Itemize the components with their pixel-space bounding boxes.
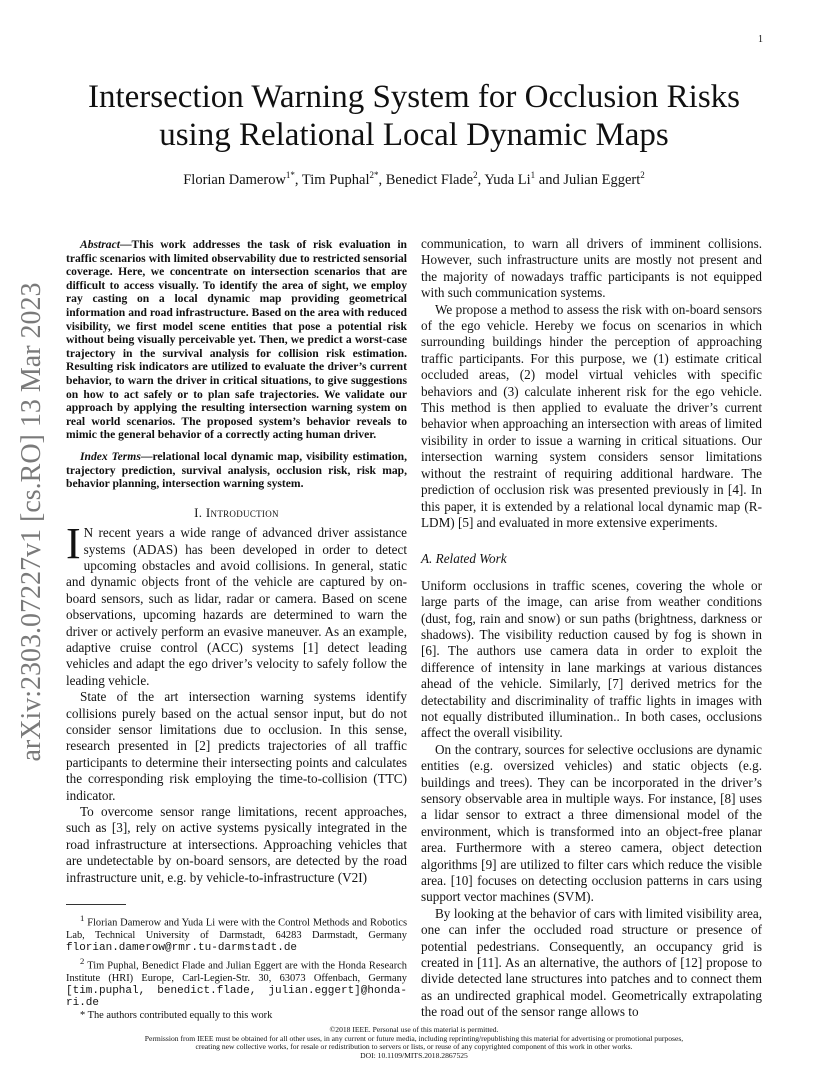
footnote-mark: 1 xyxy=(80,913,85,923)
author-separator: , xyxy=(294,171,302,188)
left-column xyxy=(66,238,407,886)
intro-paragraph: To overcome sensor range limitations, recent approaches, such as [3], rely on active systems pysically integrated in the road infrastructure at intersections. Approaching vehicles that are undetectable by on-board sensors, are detected by the road infrastructure unit, e.g. by vehicle-to-infrastructure (V2I) xyxy=(66,804,407,885)
footnote-mark: * xyxy=(80,1009,86,1021)
author-affiliation: 2* xyxy=(369,170,379,180)
copyright-line: Permission from IEEE must be obtained for all other uses, in any current or future media, including reprinting/republishing this material for advertising or promotional purposes, xyxy=(144,1033,684,1043)
author-name: Benedict Flade xyxy=(385,171,474,188)
abstract-label: Abstract xyxy=(80,238,120,251)
footnote-text: Tim Puphal, Benedict Flade and Julian Eggert are with the Honda Research Institute (HRI) Europe, Carl-Legien-Str. 30, 63073 Offenbach, Germany xyxy=(66,960,407,984)
author-affiliation: 2 xyxy=(640,170,645,180)
author-name: Yuda Li xyxy=(484,171,531,188)
author-name: Florian Damerow xyxy=(183,171,286,188)
copyright-line: ©2018 IEEE. Personal use of this material is permitted. xyxy=(329,1025,499,1034)
body-paragraph: On the contrary, sources for selective occlusions are dynamic entities (e.g. oversized vehicles) and static objects (e.g. buildings and trees). They can be incorporated in the driver’s sensory observable area in multiple ways. For instance, [8] uses a lidar sensor to extract a three dimensional model of the environment, which is transformed into an object-free planar area. Furthermore with a stereo camera, object detection algorithms [9] are utilized to filter cars which reduce the visible area. [10] focuses on detecting occlusion patterns in cars using support vector machines (SVM). xyxy=(421,741,762,905)
paper-title: Intersection Warning System for Occlusion Risks using Relational Local Dynamic Maps xyxy=(87,79,741,153)
author-separator: , xyxy=(477,171,485,188)
paragraph-text: N recent years a wide range of advanced driver assistance systems (ADAS) has been developed in order to detect upcoming obstacles and avoid collisions. In general, static and dynamic objects front of the vehicle are captured by on-board sensors, such as lidar, radar or camera. Based on scene observations, upcoming hazards are determined to warn the driver or actively perform an evasive maneuver. As an example, adaptive cruise control (ACC) systems [1] detect leading vehicles and adapt the ego driver’s velocity to safely follow the leading vehicle. xyxy=(66,525,407,688)
abstract xyxy=(66,238,407,442)
index-terms xyxy=(66,450,407,491)
footnote xyxy=(66,912,407,955)
section-title: Introduction xyxy=(205,504,279,520)
author-name: Julian Eggert xyxy=(563,171,641,188)
copyright-line: creating new collective works, for resale or redistribution to servers or lists, or reuse of any copyrighted component of this work in other works. xyxy=(195,1042,633,1052)
author-affiliation: 1* xyxy=(285,170,295,180)
body-paragraph: We propose a method to assess the risk with on-board sensors of the ego vehicle. Hereby we focus on scenarios in which surrounding buildings hinder the perception of approaching traffic participants. For this purpose, we (1) estimate critical occluded areas, (2) model virtual vehicles with specific behaviors and (3) calculate inherent risk for the ego vehicle. This method is then applied to evaluate the driver’s current behavior when approaching an intersection with areas of limited visibility in order to issue a warning in critical situations. Our intersection warning system considers sensor limitations without the restraint of requiring additional hardware. The prediction of occlusion risk was presented previously in [4]. In this paper, it is extended by a relational local dynamic map (R-LDM) [5] and evaluated in more extensive experiments. xyxy=(421,301,762,530)
index-terms-text: —relational local dynamic map, visibility estimation, trajectory prediction, survival analysis, occlusion risk, risk map, behavior planning, intersection warning system. xyxy=(66,449,407,491)
author-name: Tim Puphal xyxy=(301,171,370,188)
footnote-text: The authors contributed equally to this work xyxy=(87,1009,273,1021)
footnote xyxy=(66,955,407,1010)
drop-cap: I xyxy=(66,519,81,569)
index-terms-label: Index Terms xyxy=(80,449,141,463)
body-paragraph: By looking at the behavior of cars with limited visibility area, one can infer the occluded road structure or presence of potential pedestrians. Consequently, an occupancy grid is created in [11]. As an alternative, the authors of [12] propose to divide detected lane structures into patches and to connect them as an undirected graphical model. Geometrically extrapolating the road out of the sensor range allows to xyxy=(421,905,762,1020)
page-number: 1 xyxy=(758,34,763,45)
arxiv-stamp xyxy=(14,282,50,762)
body-paragraph: communication, to warn all drivers of imminent collisions. However, such infrastructure units are mostly not present and the majority of nowadays traffic participants is not equipped with such communication systems. xyxy=(421,236,762,301)
author-separator: and xyxy=(535,171,564,188)
right-column xyxy=(421,236,762,1021)
footnote-text: Florian Damerow and Yuda Li were with the Control Methods and Robotics Lab, Technical University of Darmstadt, 64283 Darmstadt, Germany xyxy=(66,917,407,941)
author-affiliation: 1 xyxy=(530,170,536,180)
arxiv-id: arXiv:2303.07227v1 [cs.RO] 13 Mar 2023 xyxy=(16,282,47,762)
copyright-notice xyxy=(80,1026,748,1060)
section-numeral: I. xyxy=(194,504,206,520)
section-heading xyxy=(66,505,407,521)
footnote xyxy=(66,1010,407,1022)
footnote-mark: 2 xyxy=(80,955,85,966)
footnote-email[interactable]: florian.damerow@rmr.tu-darmstadt.de xyxy=(66,942,298,955)
author-separator: , xyxy=(378,171,386,188)
author-list xyxy=(80,170,748,189)
intro-paragraph xyxy=(66,519,407,689)
doi-line: DOI: 10.1109/MITS.2018.2867525 xyxy=(360,1050,468,1060)
intro-paragraph: State of the art intersection warning systems identify collisions purely based on the actual sensor input, but do not consider sensor limitations due to occlusion. In this sense, research presented in [2] predicts trajectories of all traffic participants to determine their intersecting points and calculates the corresponding risk employing the time-to-collision (TTC) indicator. xyxy=(66,689,407,803)
body-paragraph: Uniform occlusions in traffic scenes, covering the whole or large parts of the image, can arise from weather conditions (dust, fog, rain and snow) or sun paths (brightness, darkness or shadows). The visibility reduction caused by fog is shown in [6]. The authors use camera data in order to exploit the difference of intensity in lane markings at various distances ahead of the vehicle. Similarly, [7] derived metrics for the detectability and discriminality of traffic lights in images with not equally distributed illumination.. In both cases, occlusions affect the overall visibility. xyxy=(421,577,762,741)
abstract-text: —This work addresses the task of risk evaluation in traffic scenarios with limited observability due to restricted sensorial coverage. Here, we concentrate on intersection scenarios that are difficult to access visually. To identify the area of sight, we employ ray casting on a local dynamic map providing geometrical information and road infrastructure. Based on the area with reduced visibility, we first model scene entities that pose a potential risk without being visually perceivable yet. Then, we predict a worst-case trajectory in the survival analysis for collision risk estimation. Resulting risk indicators are utilized to evaluate the driver’s current behavior, to warn the driver in critical situations, to give suggestions on how to act safely or to plan safe trajectories. We validate our approach by applying the resulting intersection warning system on real world scenarios. The proposed system’s behavior reveals to mimic the general behavior of a correctly acting human driver. xyxy=(66,238,407,442)
footnotes xyxy=(66,912,407,1022)
author-affiliation: 2 xyxy=(473,170,478,180)
footnote-rule xyxy=(66,904,126,905)
footnote-email[interactable]: [tim.puphal, benedict.flade, julian.eggert]@honda-ri.de xyxy=(66,984,407,1010)
subsection-heading: A. Related Work xyxy=(421,551,507,567)
